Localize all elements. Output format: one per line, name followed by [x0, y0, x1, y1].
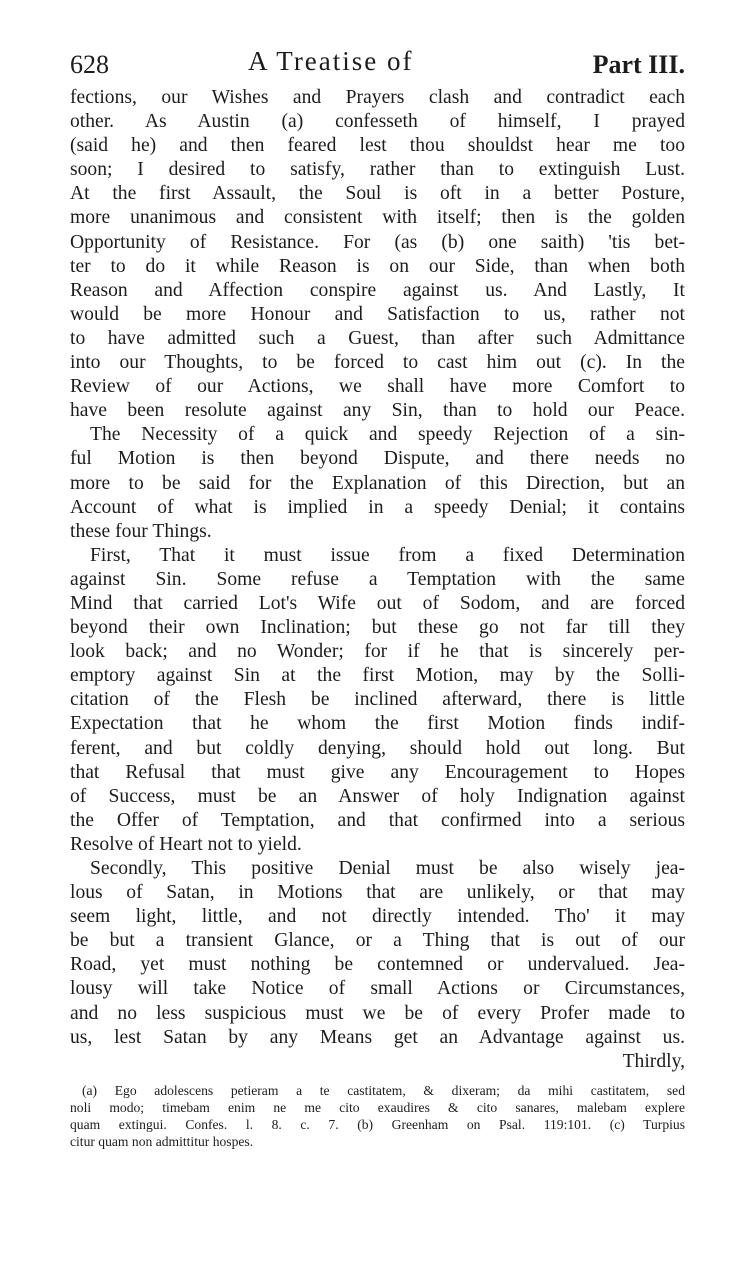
text-line: Review of our Actions, we shall have more Comfort to [70, 376, 685, 398]
text-line: into our Thoughts, to be forced to cast him out (c). In the [70, 352, 685, 374]
text-line: Secondly, This positive Denial must be also wisely jea- [90, 858, 685, 879]
text-line: Account of what is implied in a speedy Denial; it contains [70, 496, 685, 518]
body-text [70, 86, 685, 1074]
text-line: ful Motion is then beyond Dispute, and there needs no [70, 448, 685, 470]
text-line: would be more Honour and Satisfaction to us, rather not [70, 303, 685, 325]
text-line: ter to do it while Reason is on our Side, than when both [70, 255, 685, 277]
text-line: that Refusal that must give any Encouragement to Hopes [70, 761, 685, 783]
text-line: the Offer of Temptation, and that confirmed into a serious [70, 809, 685, 831]
text-line: First, That it must issue from a fixed Determination [90, 544, 685, 566]
text-line: these four Things. [70, 520, 212, 542]
text-line: The Necessity of a quick and speedy Rejection of a sin- [90, 424, 685, 446]
catchword: Thirdly, [622, 1050, 685, 1072]
page-number: 628 [70, 50, 109, 79]
running-title: A Treatise of [248, 46, 414, 76]
book-page [70, 46, 685, 1150]
text-line: beyond their own Inclination; but these go not far till they [70, 617, 685, 639]
running-head [70, 46, 685, 86]
footnote-line: citur quam non admittitur hospes. [70, 1133, 254, 1149]
text-line: other. As Austin (a) confesseth of himself, I prayed [70, 111, 685, 133]
text-line: emptory against Sin at the first Motion, may by the Solli- [70, 665, 685, 687]
text-line: Opportunity of Resistance. For (as (b) one saith) 'tis bet- [70, 231, 685, 253]
text-line: Mind that carried Lot's Wife out of Sodom, and are forced [70, 592, 685, 614]
text-line: Expectation that he whom the first Motion finds indif- [70, 713, 685, 735]
footnote-line: noli modo; timebam enim ne me cito exaudires & cito sanares, malebam explere [70, 1099, 685, 1115]
text-line: be but a transient Glance, or a Thing that is out of our [70, 930, 685, 952]
text-line: us, lest Satan by any Means get an Advantage against us. [70, 1026, 685, 1048]
text-line: ferent, and but coldly denying, should hold out long. But [70, 737, 685, 759]
footnote-line: (a) Ego adolescens petieram a te castitatem, & dixeram; da mihi castitatem, sed [82, 1082, 685, 1098]
text-line: seem light, little, and not directly intended. Tho' it may [70, 906, 685, 928]
text-line: citation of the Flesh be inclined afterward, there is little [70, 689, 685, 711]
part-label: Part III. [592, 50, 685, 79]
text-line: look back; and no Wonder; for if he that is sincerely per- [70, 641, 685, 663]
text-line: have been resolute against any Sin, than to hold our Peace. [70, 400, 685, 422]
text-line: more to be said for the Explanation of this Direction, but an [70, 472, 685, 494]
footnote-line: quam extingui. Confes. l. 8. c. 7. (b) Greenham on Psal. 119:101. (c) Turpius [70, 1116, 685, 1132]
text-line: Resolve of Heart not to yield. [70, 833, 302, 855]
text-line: lousy will take Notice of small Actions or Circumstances, [70, 978, 685, 1000]
text-line: lous of Satan, in Motions that are unlikely, or that may [70, 882, 685, 904]
text-line: more unanimous and consistent with itself; then is the golden [70, 207, 685, 229]
text-line: Road, yet must nothing be contemned or undervalued. Jea- [70, 954, 685, 976]
text-line: to have admitted such a Guest, than after such Admittance [70, 327, 685, 349]
text-line: of Success, must be an Answer of holy Indignation against [70, 785, 685, 807]
text-line: (said he) and then feared lest thou shouldst hear me too [70, 135, 685, 157]
text-line: soon; I desired to satisfy, rather than to extinguish Lust. [70, 159, 685, 181]
text-line: and no less suspicious must we be of every Profer made to [70, 1002, 685, 1024]
text-line: against Sin. Some refuse a Temptation with the same [70, 568, 685, 590]
text-line: Reason and Affection conspire against us. And Lastly, It [70, 279, 685, 301]
text-line: At the first Assault, the Soul is oft in a better Posture, [70, 183, 685, 205]
text-line: fections, our Wishes and Prayers clash and contradict each [70, 87, 685, 108]
footnotes [70, 1082, 685, 1150]
